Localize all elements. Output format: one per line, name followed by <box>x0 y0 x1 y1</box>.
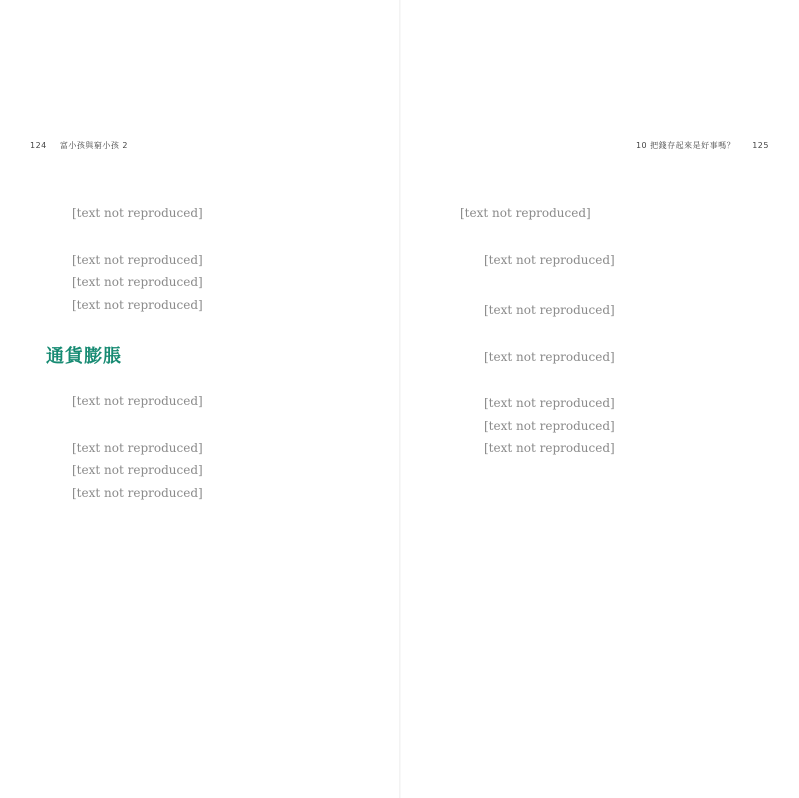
quote-line: [text not reproduced] <box>72 463 203 477</box>
right-quote-group-1 <box>460 202 753 271</box>
quote-line: [text not reproduced] <box>72 440 203 455</box>
left-page-number: 124 <box>30 141 47 150</box>
right-running-header <box>636 140 769 151</box>
section-title: 通貨膨脹 <box>46 346 122 367</box>
right-body <box>460 202 753 488</box>
right-running-head-title: 10 把錢存起來是好事嗎？ <box>635 141 736 150</box>
left-quote-group-2 <box>48 437 341 505</box>
left-paragraph-1: [text not reproduced] <box>72 206 203 220</box>
left-body <box>48 202 341 532</box>
quote-line: [text not reproduced] <box>484 441 615 455</box>
quote-line: [text not reproduced] <box>72 252 203 267</box>
right-quote-group-2 <box>460 392 753 460</box>
quote-line: [text not reproduced] <box>484 396 615 410</box>
left-running-header <box>30 140 128 151</box>
quote-line: [text not reproduced] <box>72 485 203 500</box>
quote-line: [text not reproduced] <box>484 418 615 433</box>
left-running-head-title: 富小孩與窮小孩 2 <box>59 141 128 150</box>
quote-line: [text not reproduced] <box>72 297 203 312</box>
right-paragraph-1: [text not reproduced] <box>484 303 615 317</box>
quote-line: [text not reproduced] <box>72 275 203 289</box>
right-page <box>400 0 799 798</box>
left-quote-group-1 <box>48 249 341 317</box>
continued-text: [text not reproduced] <box>460 206 591 220</box>
quote-line: [text not reproduced] <box>484 252 615 267</box>
left-paragraph-2: [text not reproduced] <box>72 394 203 408</box>
right-page-number: 125 <box>752 141 769 150</box>
right-paragraph-2: [text not reproduced] <box>484 349 615 364</box>
